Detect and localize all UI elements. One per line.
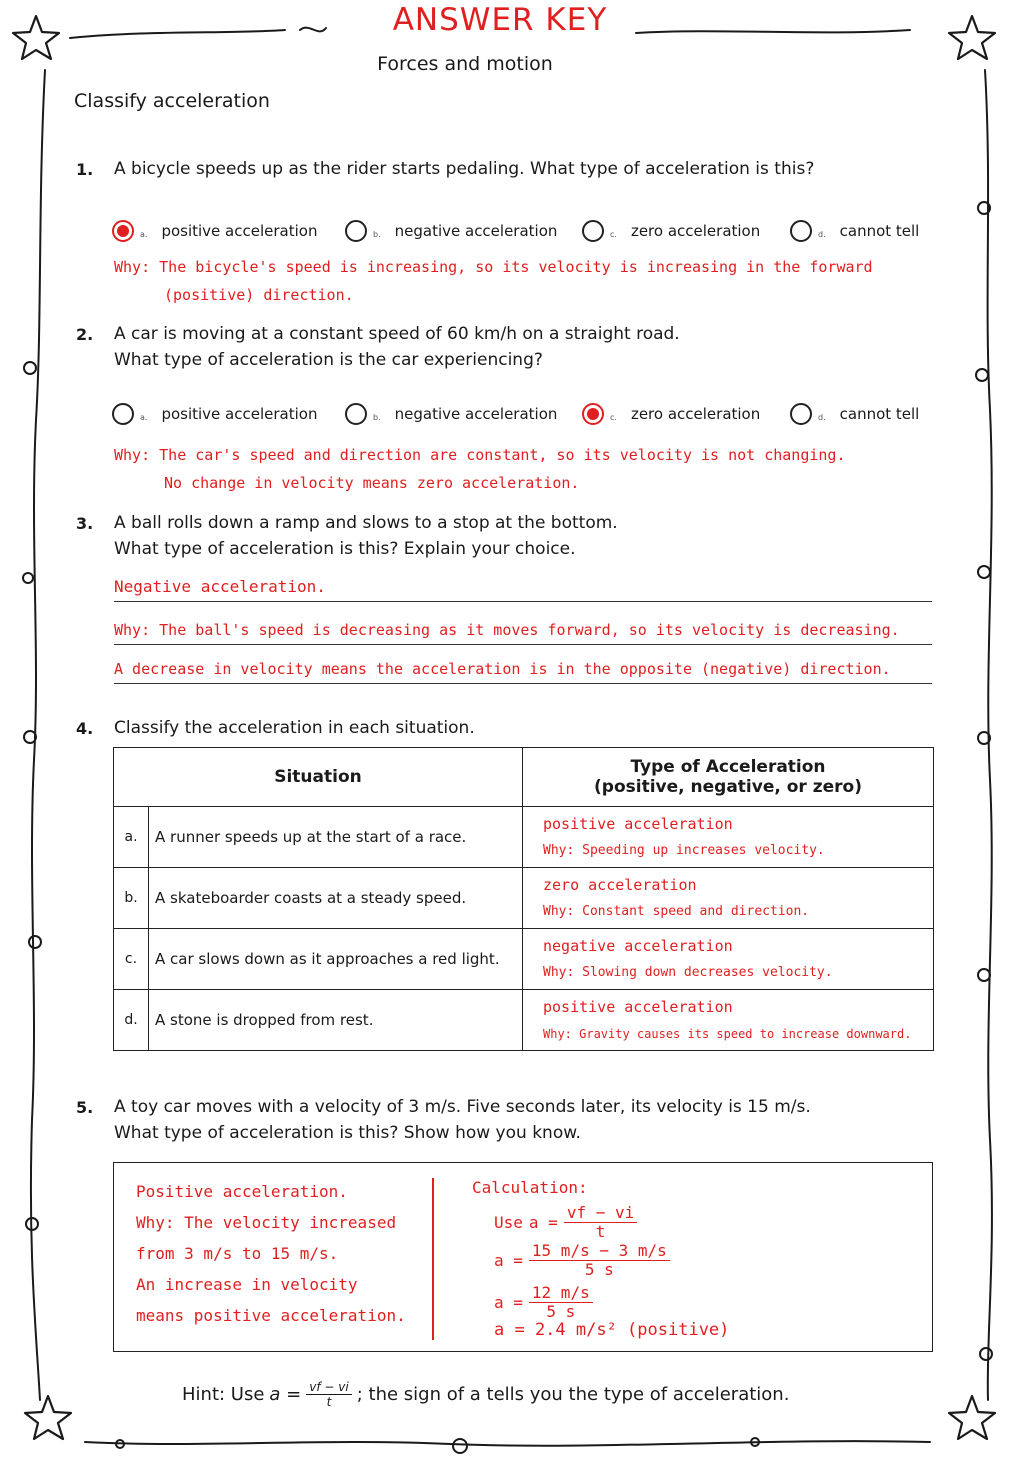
hint-a: a = (269, 1384, 302, 1405)
option-label: negative acceleration (394, 222, 558, 240)
option-letter: b. (373, 412, 381, 422)
answer-why: Why: Speeding up increases velocity. (543, 843, 825, 858)
question-text: Classify the acceleration in each situation. (114, 718, 475, 738)
table-header-type (523, 748, 934, 807)
classification-table (113, 747, 934, 1051)
q5-explanation (136, 1176, 406, 1331)
formula-fraction (529, 1284, 593, 1321)
answer-line: Negative acceleration. (114, 573, 932, 602)
fraction-num: 15 m/s − 3 m/s (529, 1242, 670, 1261)
question-text: A toy car moves with a velocity of 3 m/s. Five seconds later, its velocity is 15 m/s. (114, 1097, 811, 1117)
option-letter: d. (818, 412, 826, 422)
formula-fraction (564, 1204, 637, 1241)
option-a[interactable] (112, 403, 317, 425)
hint-fraction (306, 1380, 351, 1409)
option-label: cannot tell (839, 222, 920, 240)
situation-cell: A skateboarder coasts at a steady speed. (149, 868, 523, 929)
answer-why: Why: Gravity causes its speed to increase downward. (543, 1027, 912, 1041)
radio-icon[interactable] (112, 403, 134, 425)
row-letter: a. (114, 807, 149, 868)
table-row (114, 929, 934, 990)
radio-icon[interactable] (790, 220, 812, 242)
question-text-cont: What type of acceleration is this? Explain your choice. (114, 539, 576, 559)
header-line: Type of Acceleration (630, 757, 826, 777)
answer-cell (523, 990, 934, 1051)
calculation-title: Calculation: (472, 1178, 588, 1197)
option-letter: a. (140, 229, 148, 239)
table-row (114, 868, 934, 929)
answer-divider (432, 1178, 434, 1340)
formula-a: a = (528, 1213, 558, 1232)
formula-line (494, 1204, 637, 1241)
question-number: 4. (76, 719, 94, 738)
page-title: ANSWER KEY (392, 2, 608, 38)
answer-why: Why: Constant speed and direction. (543, 904, 810, 919)
question-text: A ball rolls down a ramp and slows to a stop at the bottom. (114, 513, 618, 533)
simplify-line (494, 1284, 593, 1321)
situation-cell: A car slows down as it approaches a red light. (149, 929, 523, 990)
formula-use: Use (494, 1213, 523, 1232)
answer-text: positive acceleration (543, 998, 733, 1016)
question-number: 1. (76, 160, 94, 179)
question-text-cont: What type of acceleration is this? Show how you know. (114, 1123, 581, 1143)
option-a[interactable] (112, 220, 317, 242)
option-c[interactable] (582, 220, 760, 242)
situation-cell: A runner speeds up at the start of a race. (149, 807, 523, 868)
question-text: A car is moving at a constant speed of 60 km/h on a straight road. (114, 324, 680, 344)
hint-text: Hint: Use (182, 1384, 265, 1405)
hint-text: ; the sign of a tells you the type of acceleration. (356, 1384, 790, 1405)
answer-explanation-cont: No change in velocity means zero acceleration. (164, 474, 580, 492)
question-text-cont: What type of acceleration is the car experiencing? (114, 350, 543, 370)
formula-fraction (529, 1242, 670, 1279)
radio-selected-icon[interactable] (582, 403, 604, 425)
answer-cell (523, 807, 934, 868)
option-label: cannot tell (839, 405, 920, 423)
fraction-den: 5 s (584, 1260, 614, 1279)
radio-icon[interactable] (582, 220, 604, 242)
radio-icon[interactable] (345, 403, 367, 425)
option-label: positive acceleration (161, 405, 318, 423)
option-label: positive acceleration (161, 222, 318, 240)
substitution-line (494, 1242, 670, 1279)
fraction-den: t (595, 1222, 606, 1241)
explanation-line: Positive acceleration. (136, 1182, 348, 1201)
option-label: zero acceleration (630, 222, 761, 240)
row-letter: c. (114, 929, 149, 990)
option-label: negative acceleration (394, 405, 558, 423)
answer-text: negative acceleration (543, 937, 733, 955)
fraction-num: vf − vi (306, 1380, 351, 1395)
row-letter: b. (114, 868, 149, 929)
answer-explanation-cont: (positive) direction. (164, 286, 354, 304)
option-b[interactable] (345, 403, 557, 425)
option-letter: d. (818, 229, 826, 239)
answer-text: positive acceleration (543, 815, 733, 833)
question-number: 2. (76, 325, 94, 344)
answer-why: Why: Slowing down decreases velocity. (543, 965, 833, 980)
question-text: A bicycle speeds up as the rider starts pedaling. What type of acceleration is this? (114, 159, 815, 179)
row-letter: d. (114, 990, 149, 1051)
fraction-den: t (326, 1395, 332, 1409)
option-c[interactable] (582, 403, 760, 425)
answer-explanation: Why: The car's speed and direction are constant, so its velocity is not changing. (114, 446, 846, 464)
option-d[interactable] (790, 403, 919, 425)
table-header-situation: Situation (114, 748, 523, 807)
explanation-line: Why: The velocity increased (136, 1213, 397, 1232)
header-line: (positive, negative, or zero) (594, 777, 862, 797)
section-title: Classify acceleration (74, 90, 270, 112)
radio-selected-icon[interactable] (112, 220, 134, 242)
question-number: 3. (76, 514, 94, 533)
option-letter: b. (373, 229, 381, 239)
option-letter: c. (610, 229, 617, 239)
question-number: 5. (76, 1098, 94, 1117)
option-letter: c. (610, 412, 617, 422)
option-label: zero acceleration (630, 405, 761, 423)
fraction-num: vf − vi (564, 1204, 637, 1223)
answer-line: A decrease in velocity means the acceleration is in the opposite (negative) direction. (114, 655, 932, 684)
answer-cell (523, 929, 934, 990)
answer-line: Why: The ball's speed is decreasing as it moves forward, so its velocity is decreasing. (114, 616, 932, 645)
option-d[interactable] (790, 220, 919, 242)
answer-text: zero acceleration (543, 876, 697, 894)
situation-cell: A stone is dropped from rest. (149, 990, 523, 1051)
fraction-den: 5 s (546, 1302, 576, 1321)
explanation-line: means positive acceleration. (136, 1306, 406, 1325)
answer-cell (523, 868, 934, 929)
explanation-line: An increase in velocity (136, 1275, 358, 1294)
page-subtitle: Forces and motion (377, 53, 553, 75)
formula-a: a = (494, 1293, 523, 1312)
explanation-line: from 3 m/s to 15 m/s. (136, 1244, 339, 1263)
answer-explanation: Why: The bicycle's speed is increasing, so its velocity is increasing in the forward (114, 258, 873, 276)
table-row (114, 990, 934, 1051)
table-row (114, 807, 934, 868)
radio-icon[interactable] (790, 403, 812, 425)
formula-a: a = (494, 1251, 523, 1270)
result-line: a = 2.4 m/s² (positive) (494, 1320, 730, 1340)
radio-icon[interactable] (345, 220, 367, 242)
option-b[interactable] (345, 220, 557, 242)
option-letter: a. (140, 412, 148, 422)
fraction-num: 12 m/s (529, 1284, 593, 1303)
hint (182, 1380, 789, 1409)
